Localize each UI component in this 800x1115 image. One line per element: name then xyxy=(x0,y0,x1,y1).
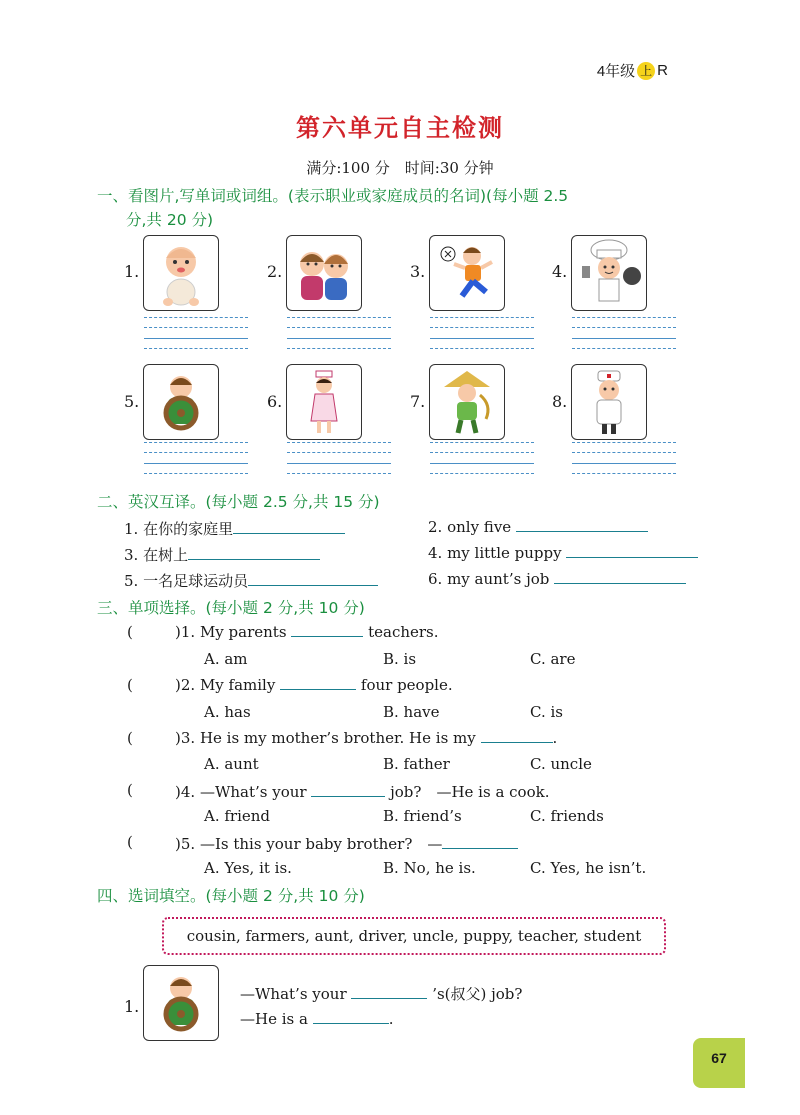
option-b: B. father xyxy=(383,755,450,773)
grade-prefix: 4年级 xyxy=(596,63,636,80)
question-stem: )5. —Is this your baby brother? — xyxy=(175,833,518,854)
option-b: B. friend’s xyxy=(383,807,462,825)
translation-item: 6. my aunt’s job xyxy=(428,570,686,588)
writing-lines[interactable] xyxy=(287,442,391,482)
grade-mark: 上 xyxy=(637,62,655,80)
cook-icon xyxy=(571,235,647,311)
item-number: 1. xyxy=(124,997,140,1016)
driver-icon xyxy=(143,965,219,1041)
farmer-icon xyxy=(429,364,505,440)
driver-icon xyxy=(143,364,219,440)
item-number: 1. xyxy=(124,262,140,281)
nurse-icon xyxy=(286,364,362,440)
question-stem: )3. He is my mother’s brother. He is my . xyxy=(175,729,558,747)
answer-blank xyxy=(291,636,363,637)
fill-line-2: —He is a . xyxy=(240,1010,394,1028)
option-c: C. are xyxy=(530,650,576,668)
answer-blank xyxy=(311,796,385,797)
answer-blank[interactable] xyxy=(516,531,648,532)
item-number: 3. xyxy=(410,262,426,281)
option-a: A. has xyxy=(204,703,251,721)
translation-item: 4. my little puppy xyxy=(428,544,698,562)
item-number: 6. xyxy=(267,392,283,411)
answer-blank xyxy=(442,848,518,849)
answer-blank[interactable] xyxy=(248,585,378,586)
answer-paren-open[interactable]: ( xyxy=(127,729,133,747)
doctor-icon xyxy=(571,364,647,440)
answer-blank xyxy=(280,689,356,690)
answer-blank xyxy=(481,742,553,743)
grade-suffix: R xyxy=(657,62,668,79)
option-b: B. have xyxy=(383,703,440,721)
option-a: A. aunt xyxy=(204,755,259,773)
option-c: C. Yes, he isn’t. xyxy=(530,859,647,877)
answer-paren-open[interactable]: ( xyxy=(127,623,133,641)
writing-lines[interactable] xyxy=(144,317,248,357)
word-bank: cousin, farmers, aunt, driver, uncle, puppy, teacher, student xyxy=(162,917,666,955)
option-b: B. is xyxy=(383,650,417,668)
option-c: C. uncle xyxy=(530,755,592,773)
baby-icon xyxy=(143,235,219,311)
option-c: C. is xyxy=(530,703,563,721)
question-stem: )2. My family four people. xyxy=(175,676,453,694)
item-number: 5. xyxy=(124,392,140,411)
writing-lines[interactable] xyxy=(430,317,534,357)
question-stem: )4. —What’s your job? —He is a cook. xyxy=(175,783,550,801)
translation-item: 3. 在树上 xyxy=(124,544,320,565)
option-a: A. friend xyxy=(204,807,271,825)
option-a: A. am xyxy=(204,650,248,668)
fill-line-1: —What’s your ’s(叔父) job? xyxy=(240,985,523,1003)
answer-paren-open[interactable]: ( xyxy=(127,833,133,851)
page-number: 67 xyxy=(693,1038,745,1088)
writing-lines[interactable] xyxy=(572,317,676,357)
option-b: B. No, he is. xyxy=(383,859,476,877)
option-c: C. friends xyxy=(530,807,604,825)
section3-heading: 三、单项选择。(每小题 2 分,共 10 分) xyxy=(97,599,365,617)
answer-blank[interactable] xyxy=(313,1023,389,1024)
page-title: 第六单元自主检测 xyxy=(296,114,504,142)
answer-blank[interactable] xyxy=(554,583,686,584)
option-a: A. Yes, it is. xyxy=(204,859,292,877)
item-number: 8. xyxy=(552,392,568,411)
translation-item: 2. only five xyxy=(428,518,648,536)
answer-paren-open[interactable]: ( xyxy=(127,676,133,694)
section4-heading: 四、选词填空。(每小题 2 分,共 10 分) xyxy=(97,887,365,905)
answer-blank[interactable] xyxy=(233,533,345,534)
answer-paren-open[interactable]: ( xyxy=(127,781,133,799)
section1-heading-line1: 一、看图片,写单词或词组。(表示职业或家庭成员的名词)(每小题 2.5 xyxy=(97,187,569,205)
answer-blank[interactable] xyxy=(188,559,320,560)
grandparents-icon xyxy=(286,235,362,311)
score-line: 满分:100 分 时间:30 分钟 xyxy=(306,159,494,177)
translation-item: 1. 在你的家庭里 xyxy=(124,518,345,539)
writing-lines[interactable] xyxy=(144,442,248,482)
translation-item: 5. 一名足球运动员 xyxy=(124,570,378,591)
grade-label xyxy=(597,60,668,81)
writing-lines[interactable] xyxy=(287,317,391,357)
item-number: 2. xyxy=(267,262,283,281)
writing-lines[interactable] xyxy=(572,442,676,482)
question-stem: )1. My parents teachers. xyxy=(175,623,439,641)
football-player-icon xyxy=(429,235,505,311)
item-number: 4. xyxy=(552,262,568,281)
answer-blank[interactable] xyxy=(351,998,427,999)
answer-blank[interactable] xyxy=(566,557,698,558)
writing-lines[interactable] xyxy=(430,442,534,482)
section1-heading-line2: 分,共 20 分) xyxy=(126,211,214,229)
section2-heading: 二、英汉互译。(每小题 2.5 分,共 15 分) xyxy=(97,493,380,511)
item-number: 7. xyxy=(410,392,426,411)
